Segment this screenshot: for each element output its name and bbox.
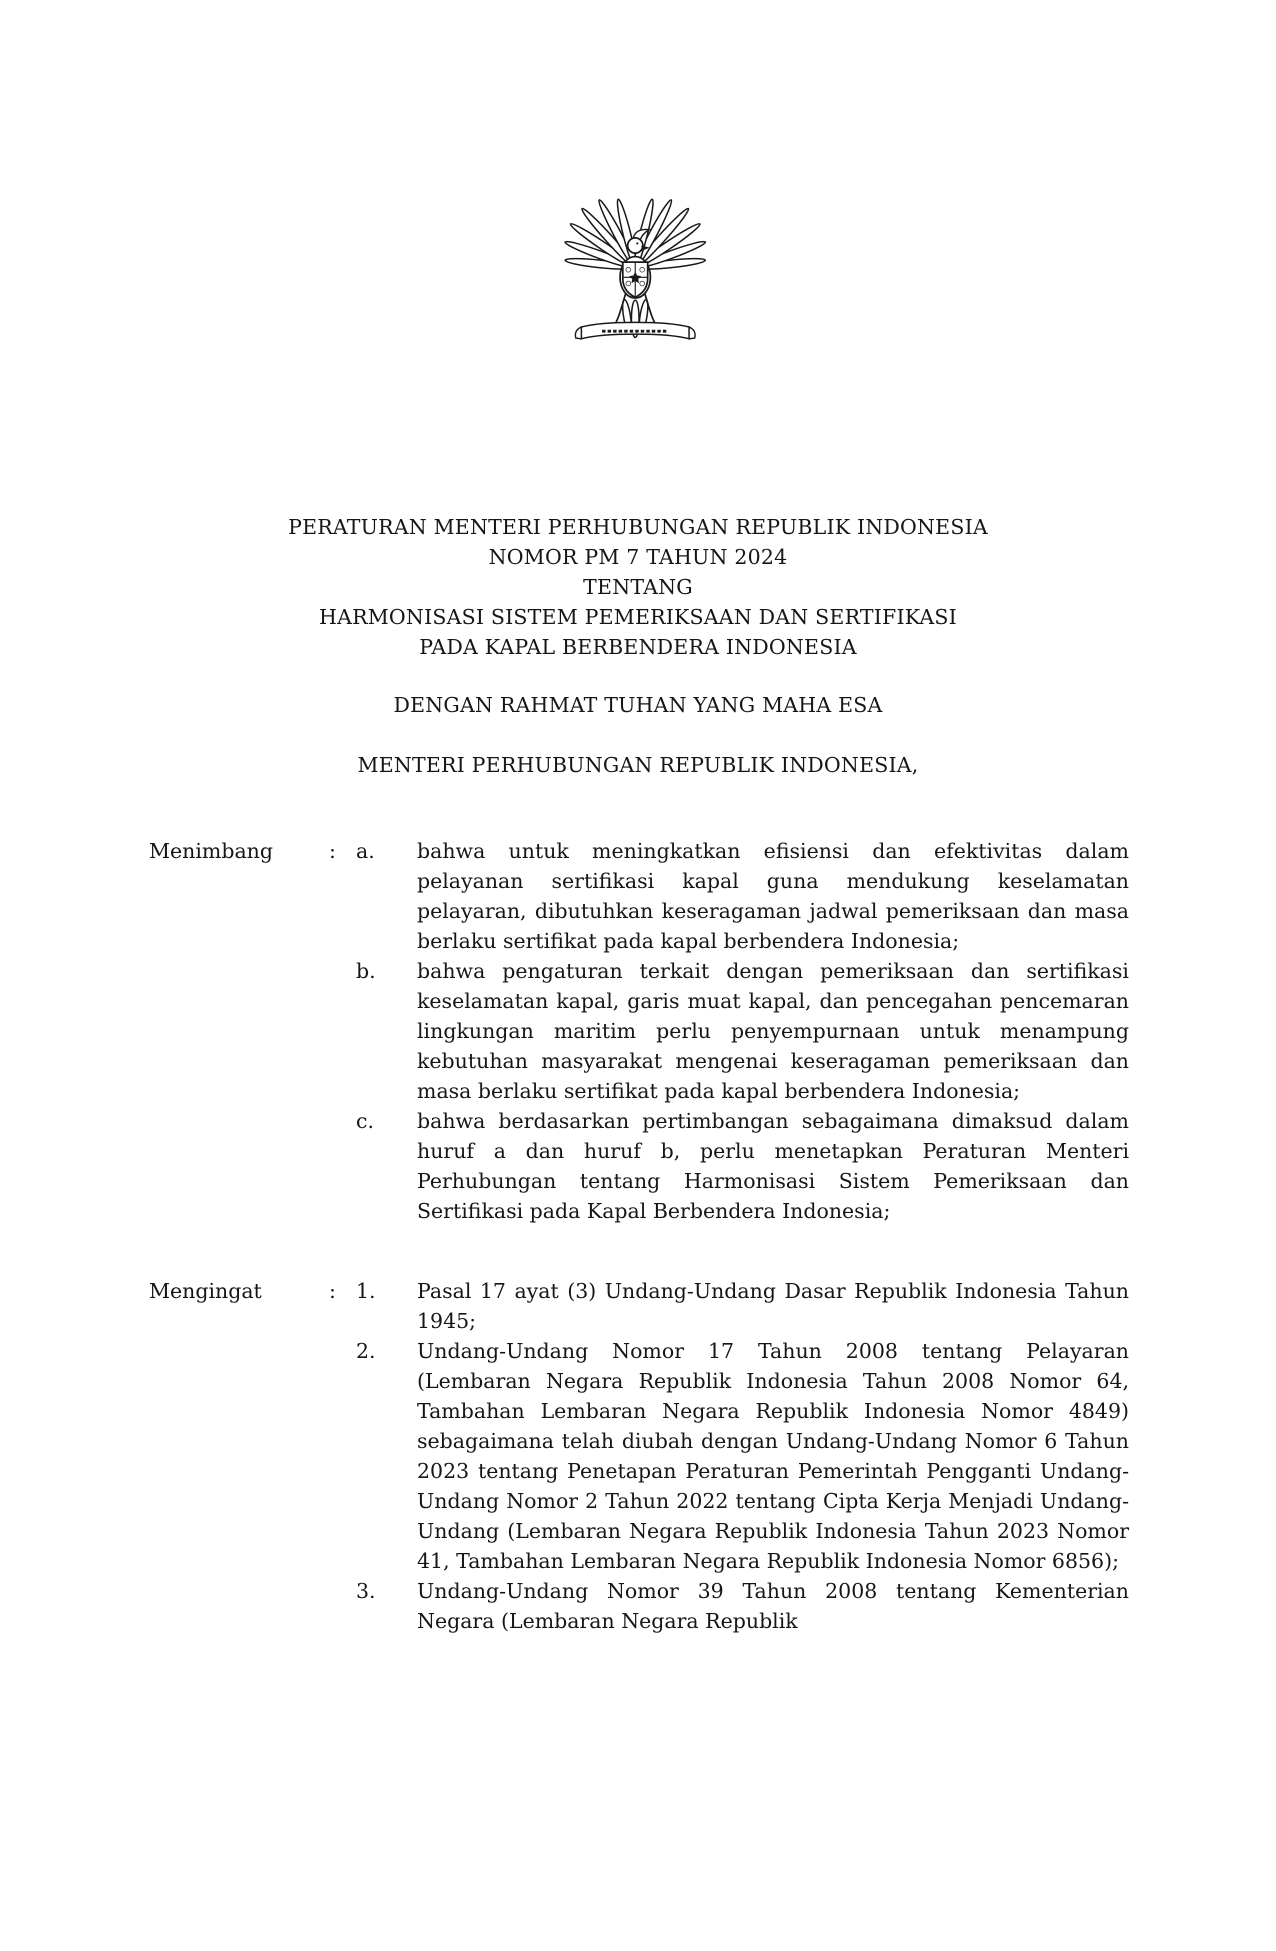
section-mengingat: [149, 1276, 1129, 1636]
section-colon: :: [329, 839, 336, 863]
list-item: [356, 1576, 1129, 1636]
title-line-tentang: TENTANG: [583, 575, 693, 599]
title-line-regulation: PERATURAN MENTERI PERHUBUNGAN REPUBLIK INDONESIA: [288, 515, 988, 539]
emblem-container: [0, 0, 1276, 360]
item-text: Pasal 17 ayat (3) Undang-Undang Dasar Republik Indonesia Tahun 1945;: [417, 1279, 1129, 1333]
preamble-sections: [149, 836, 1129, 1636]
section-label: Mengingat: [149, 1279, 262, 1303]
garuda-pancasila-icon: [562, 186, 714, 352]
item-text: Undang-Undang Nomor 39 Tahun 2008 tentang Kementerian Negara (Lembaran Negara Republik: [417, 1579, 1129, 1633]
list-item: [356, 956, 1129, 1106]
section-menimbang: [149, 836, 1129, 1226]
invocation-line: DENGAN RAHMAT TUHAN YANG MAHA ESA: [393, 693, 883, 717]
list-item: [356, 1276, 1129, 1336]
section-items: [356, 1276, 1129, 1636]
item-text: Undang-Undang Nomor 17 Tahun 2008 tentang Pelayaran (Lembaran Negara Republik Indonesia Tahun 2008 Nomor 64, Tambahan Lembaran Negara Republik Indonesia Nomor 4849) sebagaimana telah diubah dengan Undang-Undang Nomor 6 Tahun 2023 tentang Penetapan Peraturan Pemerintah Pengganti Undang-Undang Nomor 2 Tahun 2022 tentang Cipta Kerja Menjadi Undang-Undang (Lembaran Negara Republik Indonesia Tahun 2023 Nomor 41, Tambahan Lembaran Negara Republik Indonesia Nomor 6856);: [417, 1339, 1129, 1573]
item-marker: b.: [356, 959, 376, 983]
item-text: bahwa berdasarkan pertimbangan sebagaimana dimaksud dalam huruf a dan huruf b, perlu menetapkan Peraturan Menteri Perhubungan tentang Harmonisasi Sistem Pemeriksaan dan Sertifikasi pada Kapal Berbendera Indonesia;: [417, 1109, 1129, 1223]
list-item: [356, 1336, 1129, 1576]
item-marker: 3.: [356, 1579, 376, 1603]
title-line-subject-1: HARMONISASI SISTEM PEMERIKSAAN DAN SERTIFIKASI: [319, 605, 957, 629]
section-items: [356, 836, 1129, 1226]
section-label: Menimbang: [149, 839, 273, 863]
item-text: bahwa untuk meningkatkan efisiensi dan efektivitas dalam pelayanan sertifikasi kapal guna mendukung keselamatan pelayaran, dibutuhkan keseragaman jadwal pemeriksaan dan masa berlaku sertifikat pada kapal berbendera Indonesia;: [417, 839, 1129, 953]
item-marker: a.: [356, 839, 375, 863]
item-marker: c.: [356, 1109, 374, 1133]
title-line-subject-2: PADA KAPAL BERBENDERA INDONESIA: [419, 635, 857, 659]
item-marker: 1.: [356, 1279, 376, 1303]
item-text: bahwa pengaturan terkait dengan pemeriksaan dan sertifikasi keselamatan kapal, garis muat kapal, dan pencegahan pencemaran lingkungan maritim perlu penyempurnaan untuk menampung kebutuhan masyarakat mengenai keseragaman pemeriksaan dan masa berlaku sertifikat pada kapal berbendera Indonesia;: [417, 959, 1129, 1103]
list-item: [356, 836, 1129, 956]
item-marker: 2.: [356, 1339, 376, 1363]
authority-line: MENTERI PERHUBUNGAN REPUBLIK INDONESIA,: [357, 753, 919, 777]
section-colon: :: [329, 1279, 336, 1303]
title-line-number: NOMOR PM 7 TAHUN 2024: [488, 545, 788, 569]
list-item: [356, 1106, 1129, 1226]
document-title-block: [0, 512, 1276, 662]
